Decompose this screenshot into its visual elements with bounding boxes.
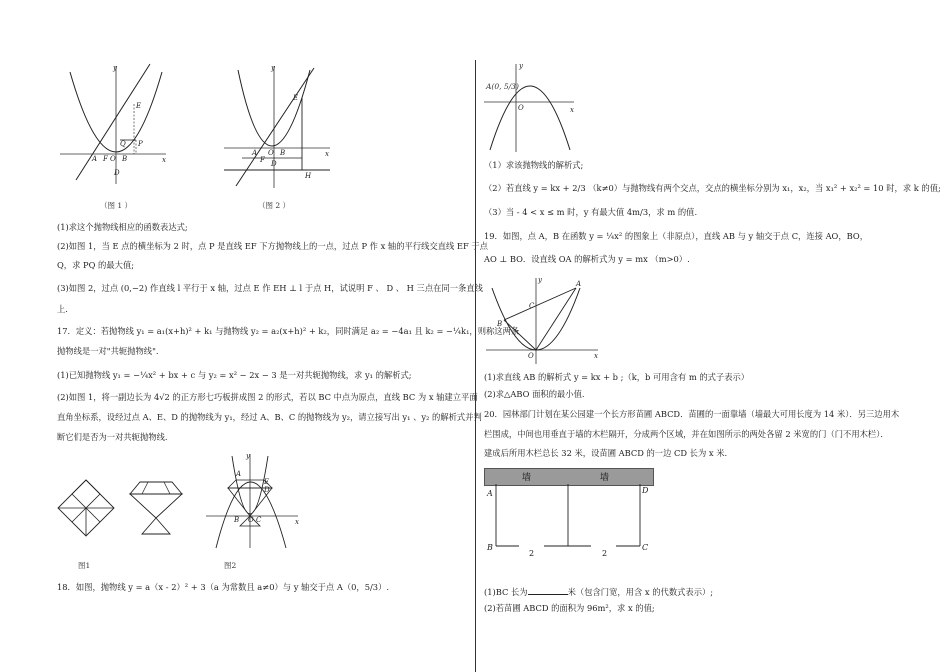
svg-text:D: D xyxy=(114,169,120,177)
q19-part-2: (2)求△ABO 面积的最小值. xyxy=(484,389,585,399)
svg-text:B: B xyxy=(487,543,493,552)
svg-text:D: D xyxy=(642,486,649,495)
svg-text:C: C xyxy=(642,543,649,552)
svg-text:E: E xyxy=(264,478,270,486)
q20-part-1-prefix: (1)BC 长为 xyxy=(484,587,528,597)
q20-line-3: 建成后所用木栏总长 32 米，设苗圃 ABCD 的一边 CD 长为 x 米. xyxy=(484,448,728,458)
wall-label-1: 墙 xyxy=(522,473,532,483)
q20-line-2: 栏围成，中间也用垂直于墙的木栏隔开，分成两个区域，并在如图所示的两处各留 2 米宽的门（门不用木栏）． xyxy=(484,429,889,439)
svg-text:y: y xyxy=(271,64,275,72)
garden-plan xyxy=(484,484,654,564)
svg-text:P: P xyxy=(138,140,143,148)
answer-blank[interactable] xyxy=(528,586,568,595)
svg-text:E: E xyxy=(136,102,142,110)
q17-part-2-line-3: 断它们是否为一对共轭抛物线. xyxy=(57,432,168,442)
svg-text:O: O xyxy=(528,352,534,360)
svg-text:C: C xyxy=(256,516,262,524)
svg-text:D: D xyxy=(271,160,277,168)
q20-part-1-suffix: 米（包含门宽，用含 x 的代数式表示）; xyxy=(567,587,714,597)
q18-part-1: （1）求该抛物线的解析式; xyxy=(484,160,584,170)
svg-text:2: 2 xyxy=(529,549,535,558)
q19-graph xyxy=(484,276,604,366)
q17-part-2-line-2: 直角坐标系，设经过点 A、E、D 的抛物线为 y₁，经过 A、B、C 的抛物线为 y₂，请立接写出 y₁ 、y₂ 的解析式并判 xyxy=(57,412,482,422)
svg-text:B: B xyxy=(122,155,128,163)
svg-text:x: x xyxy=(295,518,299,526)
figure-2-caption: （图 2 ） xyxy=(258,201,291,210)
svg-text:A: A xyxy=(576,280,582,288)
svg-text:O: O xyxy=(110,155,116,163)
svg-text:x: x xyxy=(594,352,598,360)
line-bo xyxy=(504,320,536,350)
svg-text:B: B xyxy=(234,516,240,524)
svg-text:H: H xyxy=(305,172,312,180)
figure-2-graph xyxy=(222,62,332,192)
point-a-label: A(0, 5/3) xyxy=(486,82,519,91)
figure-1-graph xyxy=(58,62,168,192)
tangram-figure-2 xyxy=(126,478,186,538)
svg-text:y: y xyxy=(246,452,250,460)
parabola xyxy=(490,86,570,150)
svg-text:y: y xyxy=(519,62,523,70)
svg-text:y: y xyxy=(538,276,542,284)
svg-text:Q: Q xyxy=(120,140,126,148)
svg-text:x: x xyxy=(162,156,166,164)
svg-text:x: x xyxy=(570,106,574,114)
q18-line-1: 18．如图，抛物线 y = a（x - 2）² + 3（a 为常数且 a≠0）与 y 轴交于点 A（0，5/3）. xyxy=(57,582,390,592)
q16-part-1: (1)求这个抛物线相应的函数表达式; xyxy=(57,222,188,232)
column-divider xyxy=(475,60,476,672)
svg-text:B: B xyxy=(497,320,503,328)
svg-text:A: A xyxy=(252,149,258,157)
q17-part-2-line-1: (2)如图 1，将一副边长为 4√2 的正方形七巧板拼成图 2 的形式，若以 BC 中点为原点，直线 BC 为 x 轴建立平面 xyxy=(57,392,478,402)
q20-part-1 xyxy=(484,586,713,598)
svg-text:F: F xyxy=(103,155,108,163)
svg-text:y: y xyxy=(113,64,117,72)
svg-text:O: O xyxy=(268,149,274,157)
figure-1-caption: （图 1 ） xyxy=(100,201,133,210)
svg-text:A: A xyxy=(487,489,493,498)
q18-part-2: （2）若直线 y = kx + 2/3 （k≠0）与抛物线有两个交点，交点的横坐标分别为 x₁，x₂，当 x₁² + x₂² = 10 时，求 k 的值; xyxy=(484,183,941,193)
q17-line-1: 17．定义：若抛物线 y₁ = a₁(x+h)² + k₁ 与抛物线 y₂ = a₂(x+h)² + k₂，同时满足 a₂ = −4a₁ 且 k₂ = −¼k₁，则称这两条 xyxy=(57,326,520,336)
svg-text:E: E xyxy=(293,94,299,102)
wall-label-2: 墙 xyxy=(600,473,610,483)
q20-part-2: (2)若苗圃 ABCD 的面积为 96m²，求 x 的值; xyxy=(484,603,655,613)
svg-text:A: A xyxy=(236,470,242,478)
q16-part-3-line-1: (3)如图 2，过点 (0,−2) 作直线 l 平行于 x 轴，过点 E 作 EH ⊥ l 于点 H，试说明 F 、 D 、 H 三点在同一条直线 xyxy=(57,283,483,293)
q19-line-1: 19．如图，点 A，B 在函数 y = ¼x² 的图象上（非原点），直线 AB 与 y 轴交于点 C，连接 AO，BO， xyxy=(484,231,869,241)
q16-part-3-line-2: 上. xyxy=(57,304,68,314)
svg-text:C: C xyxy=(529,302,535,310)
q19-part-1: (1)求直线 AB 的解析式 y = kx + b ;（k，b 可用含有 m 的式子表示） xyxy=(484,372,750,382)
q17-line-2: 抛物线是一对"共轭抛物线". xyxy=(57,346,159,356)
tangram-figure-2-caption: 图2 xyxy=(224,561,237,570)
svg-text:B: B xyxy=(280,149,286,157)
svg-text:A: A xyxy=(92,155,98,163)
svg-text:O: O xyxy=(248,516,254,524)
q18-part-3: （3）当 - 4 < x ≤ m 时，y 有最大值 4m/3，求 m 的值. xyxy=(484,207,698,217)
q17-part-1: (1)已知抛物线 y₁ = −¼x² + bx + c 与 y₂ = x² − 2x − 3 是一对共轭抛物线，求 y₁ 的解析式; xyxy=(57,370,412,380)
svg-text:O: O xyxy=(518,104,524,112)
q16-part-2-line-2: Q，求 PQ 的最大值; xyxy=(57,260,135,270)
tangram-parabola-figure xyxy=(202,452,302,552)
q16-part-2-line-1: (2)如图 1，当 E 点的横坐标为 2 时，点 P 是直线 EF 下方抛物线上的一点，过点 P 作 x 轴的平行线交直线 EF 于点 xyxy=(57,241,488,251)
q19-line-2: AO ⊥ BO．设直线 OA 的解析式为 y = mx （m>0）. xyxy=(484,254,690,264)
q18-graph xyxy=(484,62,584,162)
svg-text:D: D xyxy=(264,486,270,494)
svg-text:2: 2 xyxy=(602,549,608,558)
svg-text:x: x xyxy=(325,150,329,158)
tangram-figure-1 xyxy=(56,478,116,538)
svg-text:F: F xyxy=(260,156,265,164)
q20-line-1: 20．园林部门计划在某公园建一个长方形苗圃 ABCD．苗圃的一面靠墙（墙最大可用长度为 14 米）．另三边用木 xyxy=(484,409,900,419)
tangram-figure-1-caption: 图1 xyxy=(78,561,91,570)
